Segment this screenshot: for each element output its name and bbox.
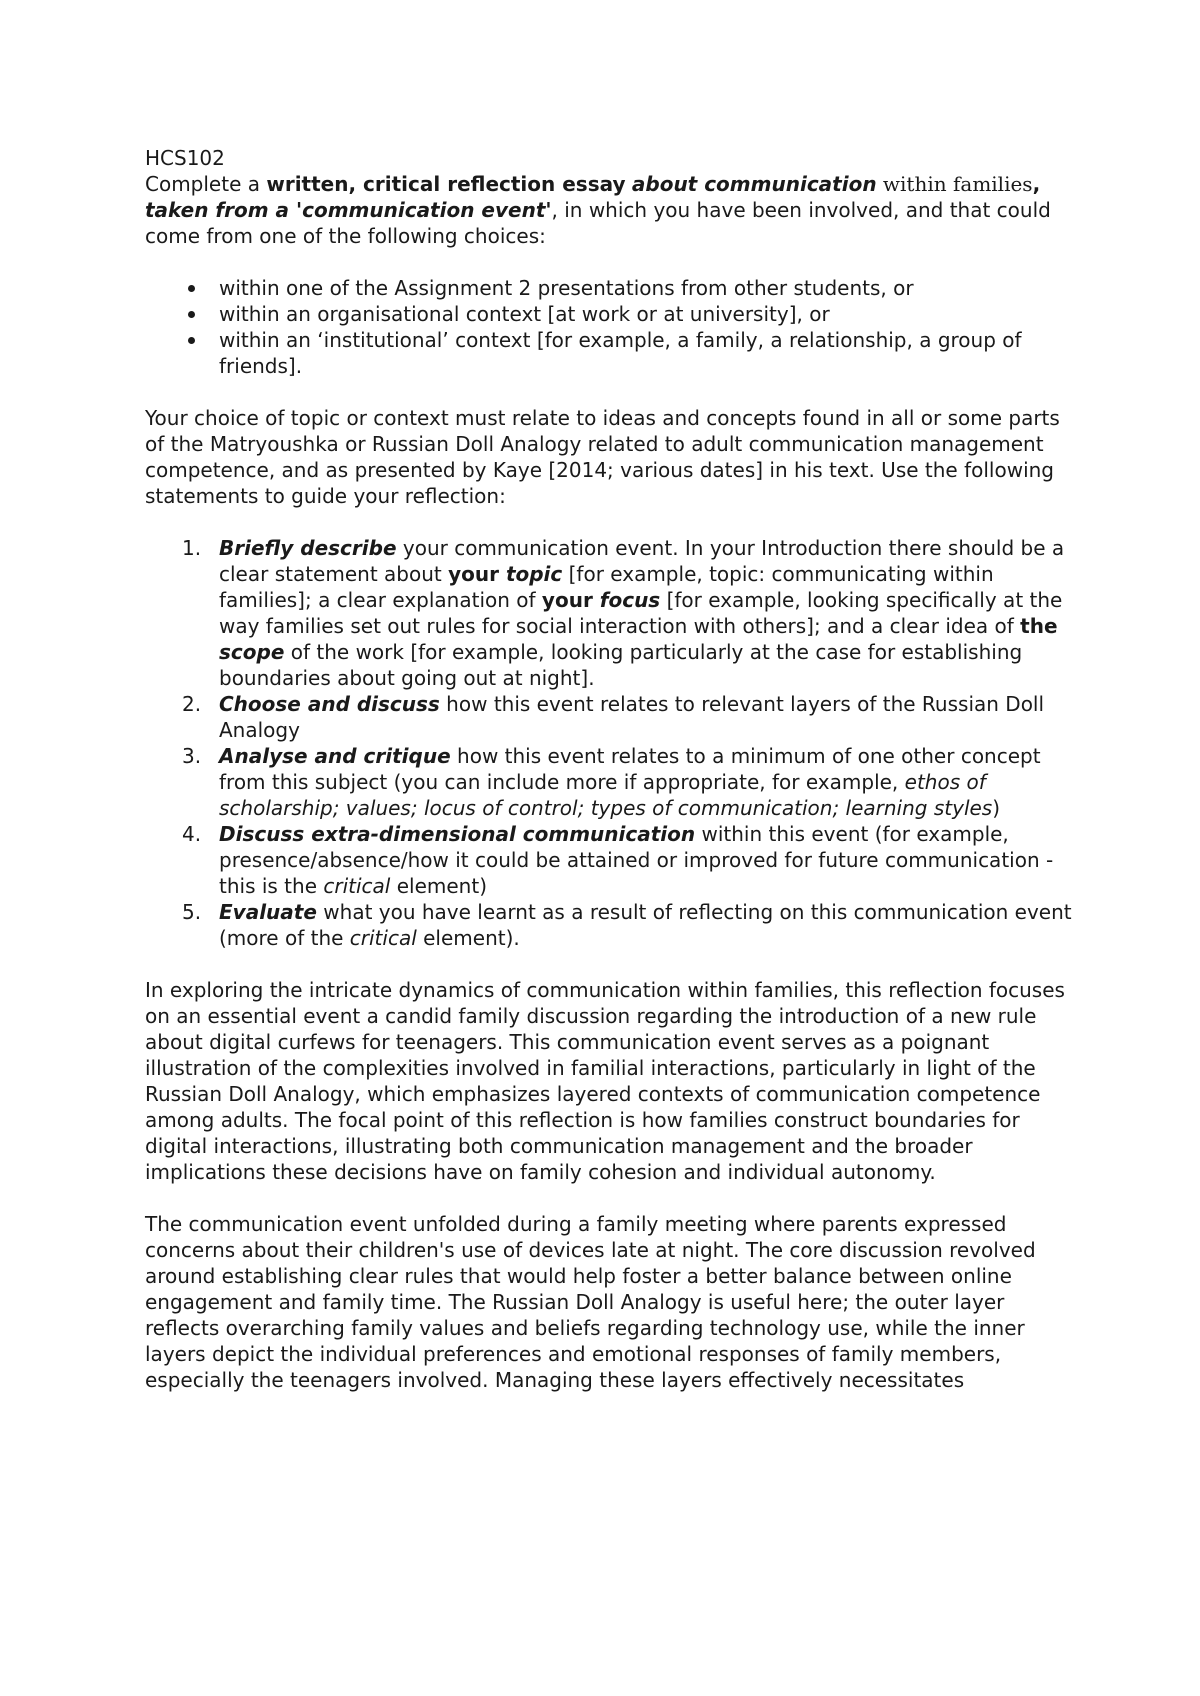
step-italic-text: critical (349, 926, 417, 950)
document-page (145, 145, 1075, 1393)
step-number: 5. (182, 900, 202, 924)
list-item: within an ‘institutional’ context [for example, a family, a relationship, a group of friends]. (145, 327, 1075, 379)
step-emphasis: topic (505, 562, 563, 586)
step-text: [for example, topic: communicating within families]; a clear explanation of (219, 562, 994, 612)
step-emphasis: your (448, 562, 506, 586)
guide-steps-list (145, 535, 1075, 951)
step-emphasis: scope (219, 640, 285, 664)
step-text: element). (416, 926, 520, 950)
step-number: 1. (182, 536, 202, 560)
step-text: how this event relates to a minimum of one other concept from this subject (you can include more if appropriate, for example, (219, 744, 1041, 794)
step-text: of the work [for example, looking particularly at the case for establishing boundaries about going out at night]. (219, 640, 1023, 690)
step-text: within this event (for example, presence/absence/how it could be attained or improved for future communication - this is the (219, 822, 1054, 898)
choice-list (145, 275, 1075, 379)
intro-paragraph (145, 171, 1075, 249)
list-item: within an organisational context [at work or at university], or (145, 301, 1075, 327)
intro-emphasis: written, critical reflection essay (266, 172, 626, 196)
step-italic-text: critical (323, 874, 391, 898)
step-heading: Choose and discuss (219, 692, 440, 716)
essay-paragraph: The communication event unfolded during a family meeting where parents expressed concerns about their children's use of devices late at night. The core discussion revolved around establishing clear rules that would help foster a better balance between online engagement and family time. The Russian Doll Analogy is useful here; the outer layer reflects overarching family values and beliefs regarding technology use, while the inner layers depict the individual preferences and emotional responses of family members, especially the teenagers involved. Managing these layers effectively necessitates (145, 1212, 1036, 1392)
step-heading: Briefly describe (219, 536, 397, 560)
step-number: 2. (182, 692, 202, 716)
step-heading: Analyse and critique (219, 744, 451, 768)
list-item (145, 743, 1075, 821)
step-text: element) (390, 874, 487, 898)
step-text: your communication event. In your Introduction there should be a clear statement about (219, 536, 1065, 586)
step-heading: Evaluate (219, 900, 317, 924)
intro-text: , (1032, 172, 1041, 196)
step-text: what you have learnt as a result of reflecting on this communication event (more of the (219, 900, 1072, 950)
step-text: [for example, looking specifically at the way families set out rules for social interaction with others]; and a clear idea of (219, 588, 1063, 638)
step-italic-text: ethos of scholarship; values; locus of control; types of communication; learning styles (219, 770, 993, 820)
list-item: within one of the Assignment 2 presentations from other students, or (145, 275, 1075, 301)
list-item (145, 535, 1075, 691)
step-number: 3. (182, 744, 202, 768)
list-item (145, 899, 1075, 951)
intro-text: , in which you have been involved, and that could come from one of the following choices: (145, 198, 1051, 248)
step-text: ) (992, 796, 1001, 820)
step-heading: Discuss extra-dimensional communication (219, 822, 696, 846)
step-emphasis: the (1020, 614, 1058, 638)
intro-emphasis: taken from a 'communication event' (145, 198, 552, 222)
step-number: 4. (182, 822, 202, 846)
intro-text: within families (876, 172, 1033, 196)
step-text: how this event relates to relevant layers of the Russian Doll Analogy (219, 692, 1045, 742)
list-item (145, 691, 1075, 743)
intro-text: Complete a (145, 172, 267, 196)
list-item (145, 821, 1075, 899)
essay-paragraph: In exploring the intricate dynamics of communication within families, this reflection focuses on an essential event a candid family discussion regarding the introduction of a new rule about digital curfews for teenagers. This communication event serves as a poignant illustration of the complexities involved in familial interactions, particularly in light of the Russian Doll Analogy, which emphasizes layered contexts of communication competence among adults. The focal point of this reflection is how families construct boundaries for digital interactions, illustrating both communication management and the broader implications these decisions have on family cohesion and individual autonomy. (145, 978, 1065, 1184)
intro-emphasis: about communication (631, 172, 877, 196)
step-emphasis: focus (599, 588, 661, 612)
choice-paragraph: Your choice of topic or context must relate to ideas and concepts found in all or some parts of the Matryoushka or Russian Doll Analogy related to adult communication management competence, and as presented by Kaye [2014; various dates] in his text. Use the following statements to guide your reflection: (145, 406, 1060, 508)
course-code: HCS102 (145, 146, 225, 170)
step-emphasis: your (541, 588, 600, 612)
